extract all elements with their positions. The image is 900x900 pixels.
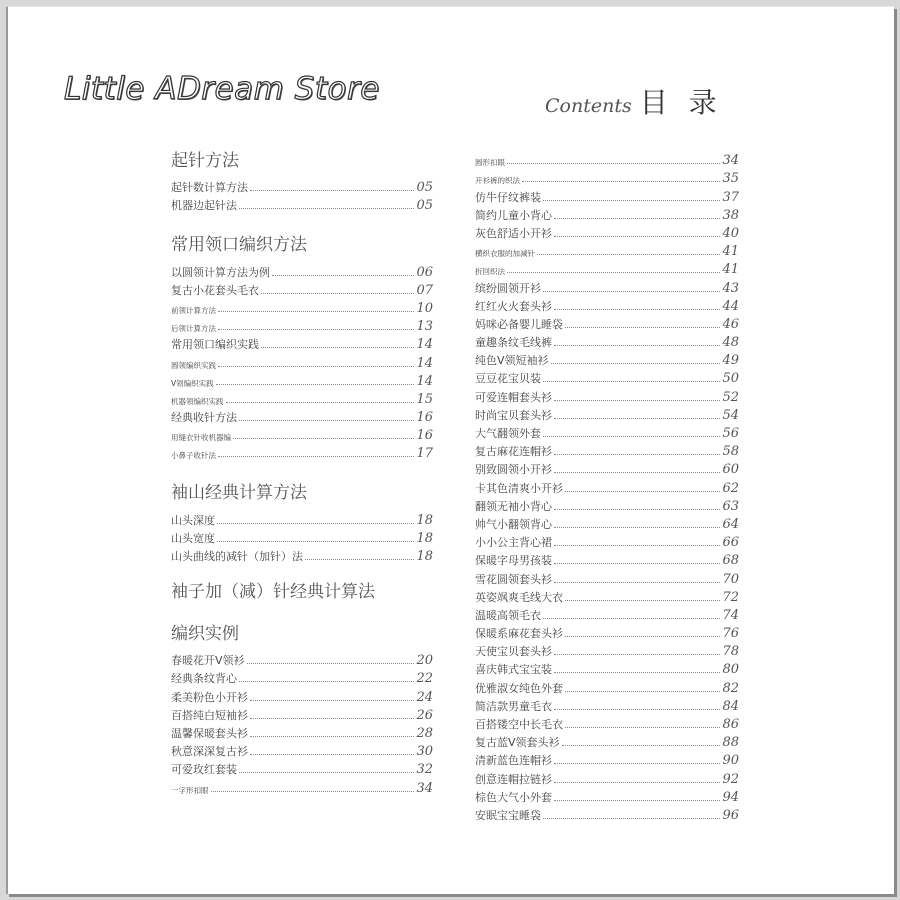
toc-entry	[475, 623, 739, 641]
toc-entry	[475, 386, 739, 404]
toc-entry	[171, 668, 433, 686]
toc-entry	[475, 714, 739, 732]
toc-entry-title: V领编织实践	[171, 378, 214, 388]
toc-entry-title: 灰色舒适小开衫	[475, 226, 552, 240]
toc-page-number: 16	[416, 428, 433, 444]
toc-entry	[475, 205, 739, 223]
toc-page-number: 50	[722, 371, 739, 387]
toc-entry	[475, 441, 739, 459]
toc-entry	[475, 768, 739, 786]
toc-entry-title: 童趣条纹毛线裤	[475, 336, 552, 350]
toc-entry	[475, 259, 739, 277]
toc-dot-leader	[507, 272, 720, 273]
toc-dot-leader	[554, 709, 720, 710]
toc-entry-title: 小鼻子收针法	[171, 451, 216, 461]
toc-dot-leader	[554, 563, 720, 564]
toc-dot-leader	[218, 366, 414, 367]
contents-heading-cn: 目 录	[639, 86, 723, 119]
toc-entry-title: 用缝衣针收机器编	[171, 433, 231, 443]
toc-entry-title: 红红火火套头衫	[475, 299, 552, 313]
toc-dot-leader	[522, 181, 720, 182]
toc-dot-leader	[554, 418, 720, 419]
toc-dot-leader	[250, 754, 414, 755]
toc-entry	[171, 389, 433, 407]
toc-section	[171, 481, 433, 564]
toc-page-number: 64	[722, 516, 739, 532]
toc-dot-leader	[239, 772, 414, 773]
toc-entry	[171, 195, 433, 213]
toc-page-number: 41	[722, 262, 739, 278]
toc-dot-leader	[543, 436, 720, 437]
toc-page-number: 10	[416, 300, 433, 316]
toc-dot-leader	[554, 236, 720, 237]
toc-entry	[475, 787, 739, 805]
toc-section	[171, 580, 433, 604]
toc-dot-leader	[233, 438, 414, 439]
toc-entry	[171, 371, 433, 389]
toc-dot-leader	[554, 472, 720, 473]
toc-page-number: 62	[722, 480, 739, 496]
toc-entry	[475, 477, 739, 495]
toc-entry-title: 温馨保暖套头衫	[171, 726, 248, 740]
toc-entry	[475, 223, 739, 241]
toc-page-number: 92	[722, 771, 739, 787]
toc-entry	[171, 509, 433, 527]
toc-page-number: 63	[722, 498, 739, 514]
toc-dot-leader	[250, 718, 414, 719]
toc-page-number: 49	[722, 353, 739, 369]
toc-entry	[475, 150, 739, 168]
toc-entry	[171, 528, 433, 546]
toc-entry-title: 以圆领计算方法为例	[171, 265, 270, 279]
toc-entry-title: 复古小花套头毛衣	[171, 283, 259, 297]
toc-entry-title: 圆形扣眼	[475, 158, 505, 168]
toc-dot-leader	[554, 400, 720, 401]
toc-dot-leader	[554, 527, 720, 528]
toc-entry	[171, 443, 433, 461]
toc-section-title: 袖山经典计算方法	[171, 483, 307, 504]
toc-entry	[171, 741, 433, 759]
toc-dot-leader	[554, 582, 720, 583]
toc-entry-title: 英姿飒爽毛线大衣	[475, 590, 563, 604]
toc-entry	[475, 696, 739, 714]
toc-dot-leader	[239, 208, 414, 209]
toc-dot-leader	[537, 254, 720, 255]
toc-entry-title: 豆豆花宝贝装	[475, 372, 541, 386]
toc-dot-leader	[250, 190, 414, 191]
toc-dot-leader	[554, 345, 720, 346]
toc-entry-title: 帅气小翻领背心	[475, 517, 552, 531]
toc-entry-title: 安眠宝宝睡袋	[475, 808, 541, 822]
toc-entry-title: 别致圆领小开衫	[475, 463, 552, 477]
toc-dot-leader	[554, 454, 720, 455]
toc-dot-leader	[565, 600, 720, 601]
toc-entry	[475, 168, 739, 186]
toc-entry-title: 温暖高领毛衣	[475, 608, 541, 622]
toc-entry-title: 保暖字母男孩装	[475, 554, 552, 568]
toc-entry	[475, 186, 739, 204]
toc-dot-leader	[250, 700, 414, 701]
toc-dot-leader	[239, 681, 414, 682]
toc-entry-title: 时尚宝贝套头衫	[475, 408, 552, 422]
toc-dot-leader	[543, 381, 720, 382]
toc-page-number: 74	[722, 607, 739, 623]
toc-entry	[475, 514, 739, 532]
toc-section-title: 常用领口编织方法	[171, 235, 307, 256]
toc-entry-title: 秋意深深复古衫	[171, 745, 248, 759]
toc-dot-leader	[554, 654, 720, 655]
toc-entry-title: 经典收针方法	[171, 411, 237, 425]
toc-page-number: 16	[416, 410, 433, 426]
toc-dot-leader	[543, 818, 720, 819]
toc-page-number: 34	[416, 780, 433, 796]
toc-entry-title: 棕色大气小外套	[475, 790, 552, 804]
toc-dot-leader	[554, 782, 720, 783]
toc-entry	[475, 677, 739, 695]
toc-entry-title: 起针数计算方法	[171, 181, 248, 195]
toc-page-number: 86	[722, 717, 739, 732]
toc-entry-title: 经典条纹背心	[171, 672, 237, 686]
contents-heading	[545, 81, 723, 121]
toc-dot-leader	[554, 763, 720, 764]
toc-entry	[171, 759, 433, 777]
toc-entry-title: 山头深度	[171, 513, 215, 527]
toc-entry	[171, 280, 433, 298]
toc-entry	[171, 334, 433, 352]
toc-entry	[171, 546, 433, 564]
toc-dot-leader	[261, 347, 414, 348]
toc-dot-leader	[565, 727, 720, 728]
toc-entry	[475, 659, 739, 677]
toc-page-number: 14	[416, 337, 433, 353]
toc-entry	[171, 261, 433, 279]
toc-page-number: 26	[416, 707, 433, 723]
toc-page-number: 32	[416, 762, 433, 778]
toc-dot-leader	[217, 541, 414, 542]
toc-entry	[475, 550, 739, 568]
toc-dot-leader	[250, 736, 414, 737]
toc-page-number: 20	[416, 653, 433, 669]
toc-entry	[171, 298, 433, 316]
toc-entry-title: 可爱连帽套头衫	[475, 390, 552, 404]
toc-entry-title: 天使宝贝套头衫	[475, 645, 552, 659]
toc-entry	[171, 686, 433, 704]
toc-entry-title: 卡其色清爽小开衫	[475, 481, 563, 495]
toc-dot-leader	[507, 163, 720, 164]
toc-dot-leader	[211, 791, 415, 792]
toc-dot-leader	[218, 311, 414, 312]
toc-entry-title: 简约儿童小背心	[475, 208, 552, 222]
toc-entry-title: 可爱玫红套装	[171, 763, 237, 777]
toc-entry-title: 简洁款男童毛衣	[475, 699, 552, 713]
toc-entry-title: 横织衣服的加减针	[475, 249, 535, 259]
toc-section-title: 袖子加（减）针经典计算法	[171, 582, 375, 602]
toc-entry	[475, 605, 739, 623]
toc-entry	[475, 532, 739, 550]
toc-entry-title: 雪花圆领套头衫	[475, 572, 552, 586]
toc-dot-leader	[272, 275, 414, 276]
toc-page-number: 80	[722, 662, 739, 678]
toc-entry	[171, 316, 433, 334]
toc-page-number: 96	[722, 807, 739, 823]
toc-dot-leader	[554, 545, 720, 546]
toc-entry-title: 创意连帽拉链衫	[475, 772, 552, 786]
toc-dot-leader	[562, 745, 721, 746]
toc-page-number: 17	[416, 446, 433, 462]
toc-entry-title: 折回织法	[475, 267, 505, 277]
toc-page-number: 88	[722, 735, 739, 751]
store-watermark: Little ADream Store	[64, 71, 380, 107]
toc-dot-leader	[565, 636, 720, 637]
toc-page-number: 78	[722, 644, 739, 660]
toc-section-title: 起针方法	[171, 151, 239, 171]
toc-entry	[475, 496, 739, 514]
toc-page-number: 82	[722, 680, 739, 696]
toc-page-number: 15	[416, 391, 433, 407]
toc-dot-leader	[305, 559, 414, 560]
toc-entry	[475, 568, 739, 586]
toc-page-number: 34	[722, 153, 739, 169]
toc-page-number: 90	[722, 753, 739, 769]
toc-page-number: 56	[722, 426, 739, 441]
toc-entry-title: 复古麻花连帽衫	[475, 445, 552, 459]
toc-entry	[171, 650, 433, 668]
toc-entry	[475, 332, 739, 350]
toc-entry-title: 常用领口编织实践	[171, 338, 259, 352]
toc-dot-leader	[543, 200, 720, 201]
toc-entry-title: 圆领编织实践	[171, 360, 216, 370]
toc-entry	[475, 459, 739, 477]
toc-dot-leader	[216, 384, 415, 385]
toc-page-number: 37	[722, 189, 739, 205]
toc-entry-title: 缤纷圆领开衫	[475, 281, 541, 295]
toc-entry-title: 小小公主背心裙	[475, 536, 552, 550]
toc-dot-leader	[551, 363, 721, 364]
toc-dot-leader	[247, 663, 415, 664]
toc-entry	[475, 277, 739, 295]
toc-entry-title: 开衫裤的织法	[475, 176, 520, 186]
toc-page-number: 66	[722, 535, 739, 551]
toc-dot-leader	[218, 329, 414, 330]
toc-entry	[475, 750, 739, 768]
toc-dot-leader	[565, 491, 720, 492]
toc-entry-title: 复古蓝V领套头衫	[475, 736, 560, 750]
toc-dot-leader	[554, 218, 720, 219]
toc-entry-title: 翻领无袖小背心	[475, 499, 552, 513]
toc-page-number: 28	[416, 725, 433, 741]
toc-right-column	[475, 150, 739, 823]
toc-entry-title: 保暖系麻花套头衫	[475, 627, 563, 641]
toc-page-number: 18	[416, 549, 433, 564]
toc-dot-leader	[554, 509, 720, 510]
toc-page-number: 52	[722, 389, 739, 405]
toc-page	[6, 6, 894, 894]
toc-entry-title: 优雅淑女纯色外套	[475, 681, 563, 695]
toc-entry	[171, 407, 433, 425]
toc-page-number: 40	[722, 225, 739, 241]
toc-dot-leader	[218, 456, 414, 457]
toc-dot-leader	[554, 800, 720, 801]
toc-entry-title: 一字形扣眼	[171, 785, 209, 795]
toc-entry	[475, 805, 739, 823]
toc-entry-title: 山头宽度	[171, 531, 215, 545]
toc-page-number: 76	[722, 626, 739, 642]
toc-page-number: 41	[722, 244, 739, 260]
toc-entry	[475, 314, 739, 332]
toc-section	[171, 233, 433, 461]
toc-dot-leader	[543, 618, 720, 619]
toc-entry-title: 大气翻领外套	[475, 427, 541, 440]
toc-section	[171, 149, 433, 213]
toc-entry-title: 百搭纯白短袖衫	[171, 708, 248, 722]
toc-entry	[475, 641, 739, 659]
toc-page-number: 07	[416, 282, 433, 298]
toc-page-number: 44	[722, 298, 739, 314]
toc-entry	[475, 241, 739, 259]
toc-entry	[475, 732, 739, 750]
toc-entry	[475, 405, 739, 423]
toc-page-number: 94	[722, 789, 739, 805]
toc-page-number: 70	[722, 571, 739, 587]
toc-page-number: 24	[416, 689, 433, 705]
toc-section-title: 编织实例	[171, 624, 239, 644]
toc-page-number: 48	[722, 335, 739, 351]
toc-page-number: 68	[722, 553, 739, 569]
toc-page-number: 05	[416, 198, 433, 214]
toc-dot-leader	[554, 672, 720, 673]
toc-entry-title: 纯色V领短袖衫	[475, 354, 549, 368]
toc-entry-title: 后领计算方法	[171, 324, 216, 334]
toc-page-number: 14	[416, 355, 433, 371]
toc-entry	[475, 423, 739, 441]
toc-dot-leader	[239, 420, 414, 421]
toc-entry-title: 清新蓝色连帽衫	[475, 754, 552, 768]
contents-heading-en: Contents	[545, 95, 632, 117]
toc-left-column	[171, 149, 433, 796]
toc-entry	[475, 587, 739, 605]
toc-dot-leader	[261, 293, 414, 294]
toc-entry-title: 柔美粉色小开衫	[171, 690, 248, 704]
toc-page-number: 46	[722, 316, 739, 332]
toc-page-number: 72	[722, 589, 739, 605]
toc-entry-title: 机器领编织实践	[171, 396, 224, 406]
toc-page-number: 58	[722, 444, 739, 460]
toc-entry-title: 前领计算方法	[171, 305, 216, 315]
toc-entry	[171, 723, 433, 741]
toc-dot-leader	[217, 523, 414, 524]
toc-entry	[171, 777, 433, 795]
toc-entry-title: 百搭镂空中长毛衣	[475, 718, 563, 731]
toc-page-number: 54	[722, 407, 739, 423]
toc-page-number: 60	[722, 462, 739, 478]
toc-page-number: 13	[416, 319, 433, 335]
toc-entry-title: 妈咪必备婴儿睡袋	[475, 317, 563, 331]
toc-entry-title: 山头曲线的减针（加针）法	[171, 550, 303, 563]
toc-entry	[475, 368, 739, 386]
toc-page-number: 22	[416, 671, 433, 687]
toc-dot-leader	[554, 309, 720, 310]
toc-dot-leader	[543, 291, 720, 292]
toc-entry-title: 仿牛仔纹裤装	[475, 190, 541, 204]
toc-page-number: 35	[722, 171, 739, 187]
toc-entry	[171, 177, 433, 195]
toc-dot-leader	[226, 402, 415, 403]
toc-entry-title: 机器边起针法	[171, 199, 237, 213]
toc-entry	[171, 705, 433, 723]
toc-entry	[171, 352, 433, 370]
toc-page-number: 06	[416, 264, 433, 280]
toc-page-number: 14	[416, 373, 433, 389]
toc-dot-leader	[565, 327, 720, 328]
toc-page-number: 18	[416, 512, 433, 528]
toc-entry-title: 春暖花开V领衫	[171, 654, 245, 668]
toc-page-number: 30	[416, 744, 433, 760]
toc-entry	[171, 425, 433, 443]
toc-page-number: 84	[722, 698, 739, 714]
toc-dot-leader	[565, 691, 720, 692]
toc-page-number: 05	[416, 180, 433, 196]
toc-entry-title: 喜庆韩式宝宝装	[475, 663, 552, 677]
toc-page-number: 43	[722, 280, 739, 296]
toc-entry	[475, 350, 739, 368]
toc-page-number: 38	[722, 207, 739, 223]
toc-entry	[475, 296, 739, 314]
toc-section	[171, 622, 433, 796]
toc-page-number: 18	[416, 530, 433, 546]
